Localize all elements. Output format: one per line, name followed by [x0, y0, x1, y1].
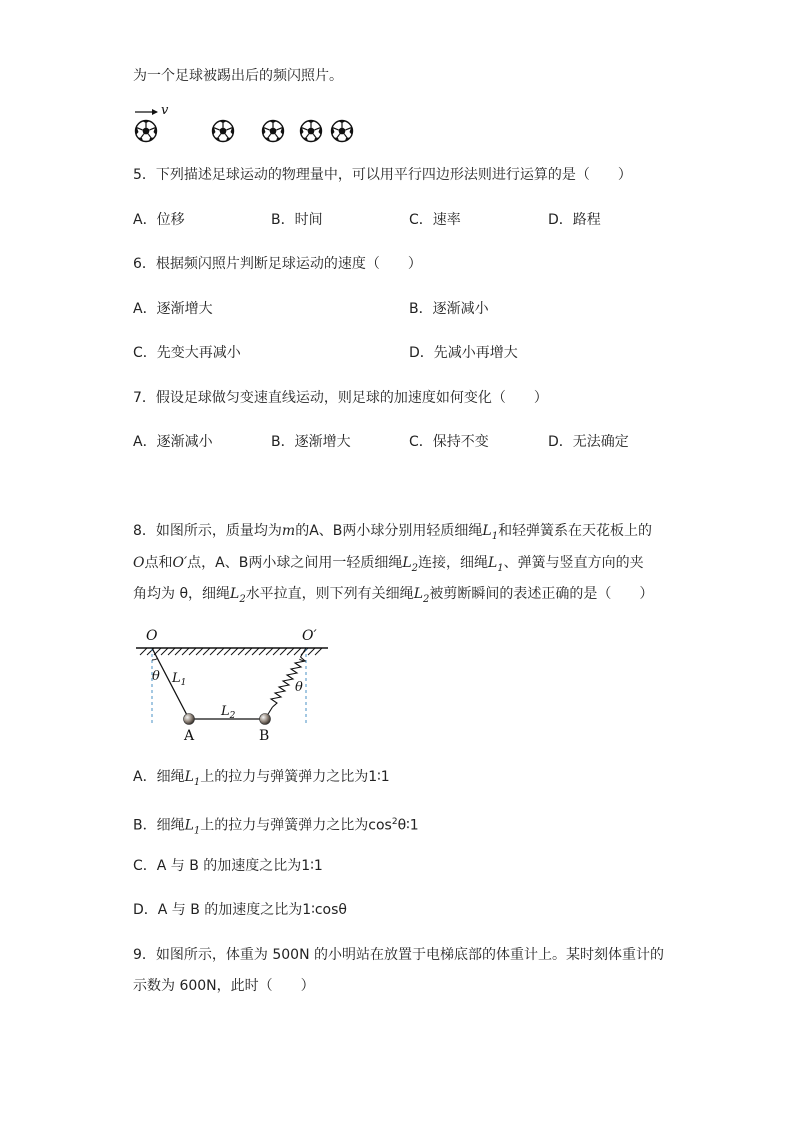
- q9-stem-line-2: 示数为 600N，此时（ ）: [133, 978, 315, 994]
- velocity-label: v: [161, 104, 169, 118]
- label-L1: $L_1$: [172, 671, 187, 688]
- label-O: O: [146, 628, 158, 644]
- label-L2: $L_2$: [221, 704, 236, 721]
- q7-option-a: A．逐渐减小: [133, 434, 213, 450]
- soccer-ball-2: [212, 120, 233, 141]
- ball-A: [184, 714, 195, 725]
- q5-option-d: D．路程: [548, 212, 601, 228]
- q7-stem: 7．假设足球做匀变速直线运动，则足球的加速度如何变化（ ）: [133, 390, 548, 406]
- soccer-ball-5: [331, 120, 352, 141]
- q8-stem-line-2: O点和O′点，A、B两小球之间用一轻质细绳$L_2$连接，细绳$L_1$、弹簧与竖直方向的夹: [133, 555, 644, 574]
- q7-option-d: D．无法确定: [548, 434, 629, 450]
- ceiling-hatching: [140, 648, 322, 655]
- q5-stem: 5．下列描述足球运动的物理量中，可以用平行四边形法则进行运算的是（ ）: [133, 167, 632, 183]
- soccer-ball-1: [135, 120, 156, 141]
- q9-stem-line-1: 9．如图所示，体重为 500N 的小明站在放置于电梯底部的体重计上。某时刻体重计的: [133, 947, 664, 963]
- soccer-ball-3: [262, 120, 283, 141]
- angle-theta-left: θ: [152, 669, 160, 684]
- angle-theta-right: θ: [295, 680, 303, 695]
- q5-option-b: B．时间: [271, 212, 323, 228]
- q8-stem-line-3: 角均为 θ，细绳$L_2$水平拉直，则下列有关细绳$L_2$被剪断瞬间的表述正确的是（ ）: [133, 586, 654, 605]
- q6-option-b: B．逐渐减小: [409, 301, 489, 317]
- q5-option-a: A．位移: [133, 212, 185, 228]
- label-O-prime: O′: [302, 628, 317, 644]
- soccer-ball-strobe-figure: [133, 104, 373, 148]
- intro-text: 为一个足球被踢出后的频闪照片。: [133, 68, 343, 84]
- q6-option-c: C．先变大再减小: [133, 345, 241, 361]
- q8-figure: [132, 624, 342, 750]
- label-A: A: [184, 728, 195, 744]
- soccer-ball-4: [300, 120, 321, 141]
- q7-option-b: B．逐渐增大: [271, 434, 351, 450]
- q8-stem-line-1: 8．如图所示，质量均为m的A、B两小球分别用轻质细绳$L_1$和轻弹簧系在天花板上的: [133, 523, 653, 542]
- q8-option-c: C．A 与 B 的加速度之比为1∶1: [133, 858, 323, 874]
- q6-option-d: D．先减小再增大: [409, 345, 518, 361]
- q8-option-b: B．细绳$L_1$上的拉力与弹簧弹力之比为$\cos^2\theta∶1$: [133, 817, 419, 837]
- q6-option-a: A．逐渐增大: [133, 301, 213, 317]
- q8-option-d: D．A 与 B 的加速度之比为1∶cosθ: [133, 902, 347, 918]
- q6-stem: 6．根据频闪照片判断足球运动的速度（ ）: [133, 256, 422, 272]
- q7-option-c: C．保持不变: [409, 434, 489, 450]
- q8-option-a: A．细绳$L_1$上的拉力与弹簧弹力之比为1∶1: [133, 769, 390, 788]
- ball-B: [260, 714, 271, 725]
- label-B: B: [259, 728, 270, 744]
- q5-option-c: C．速率: [409, 212, 461, 228]
